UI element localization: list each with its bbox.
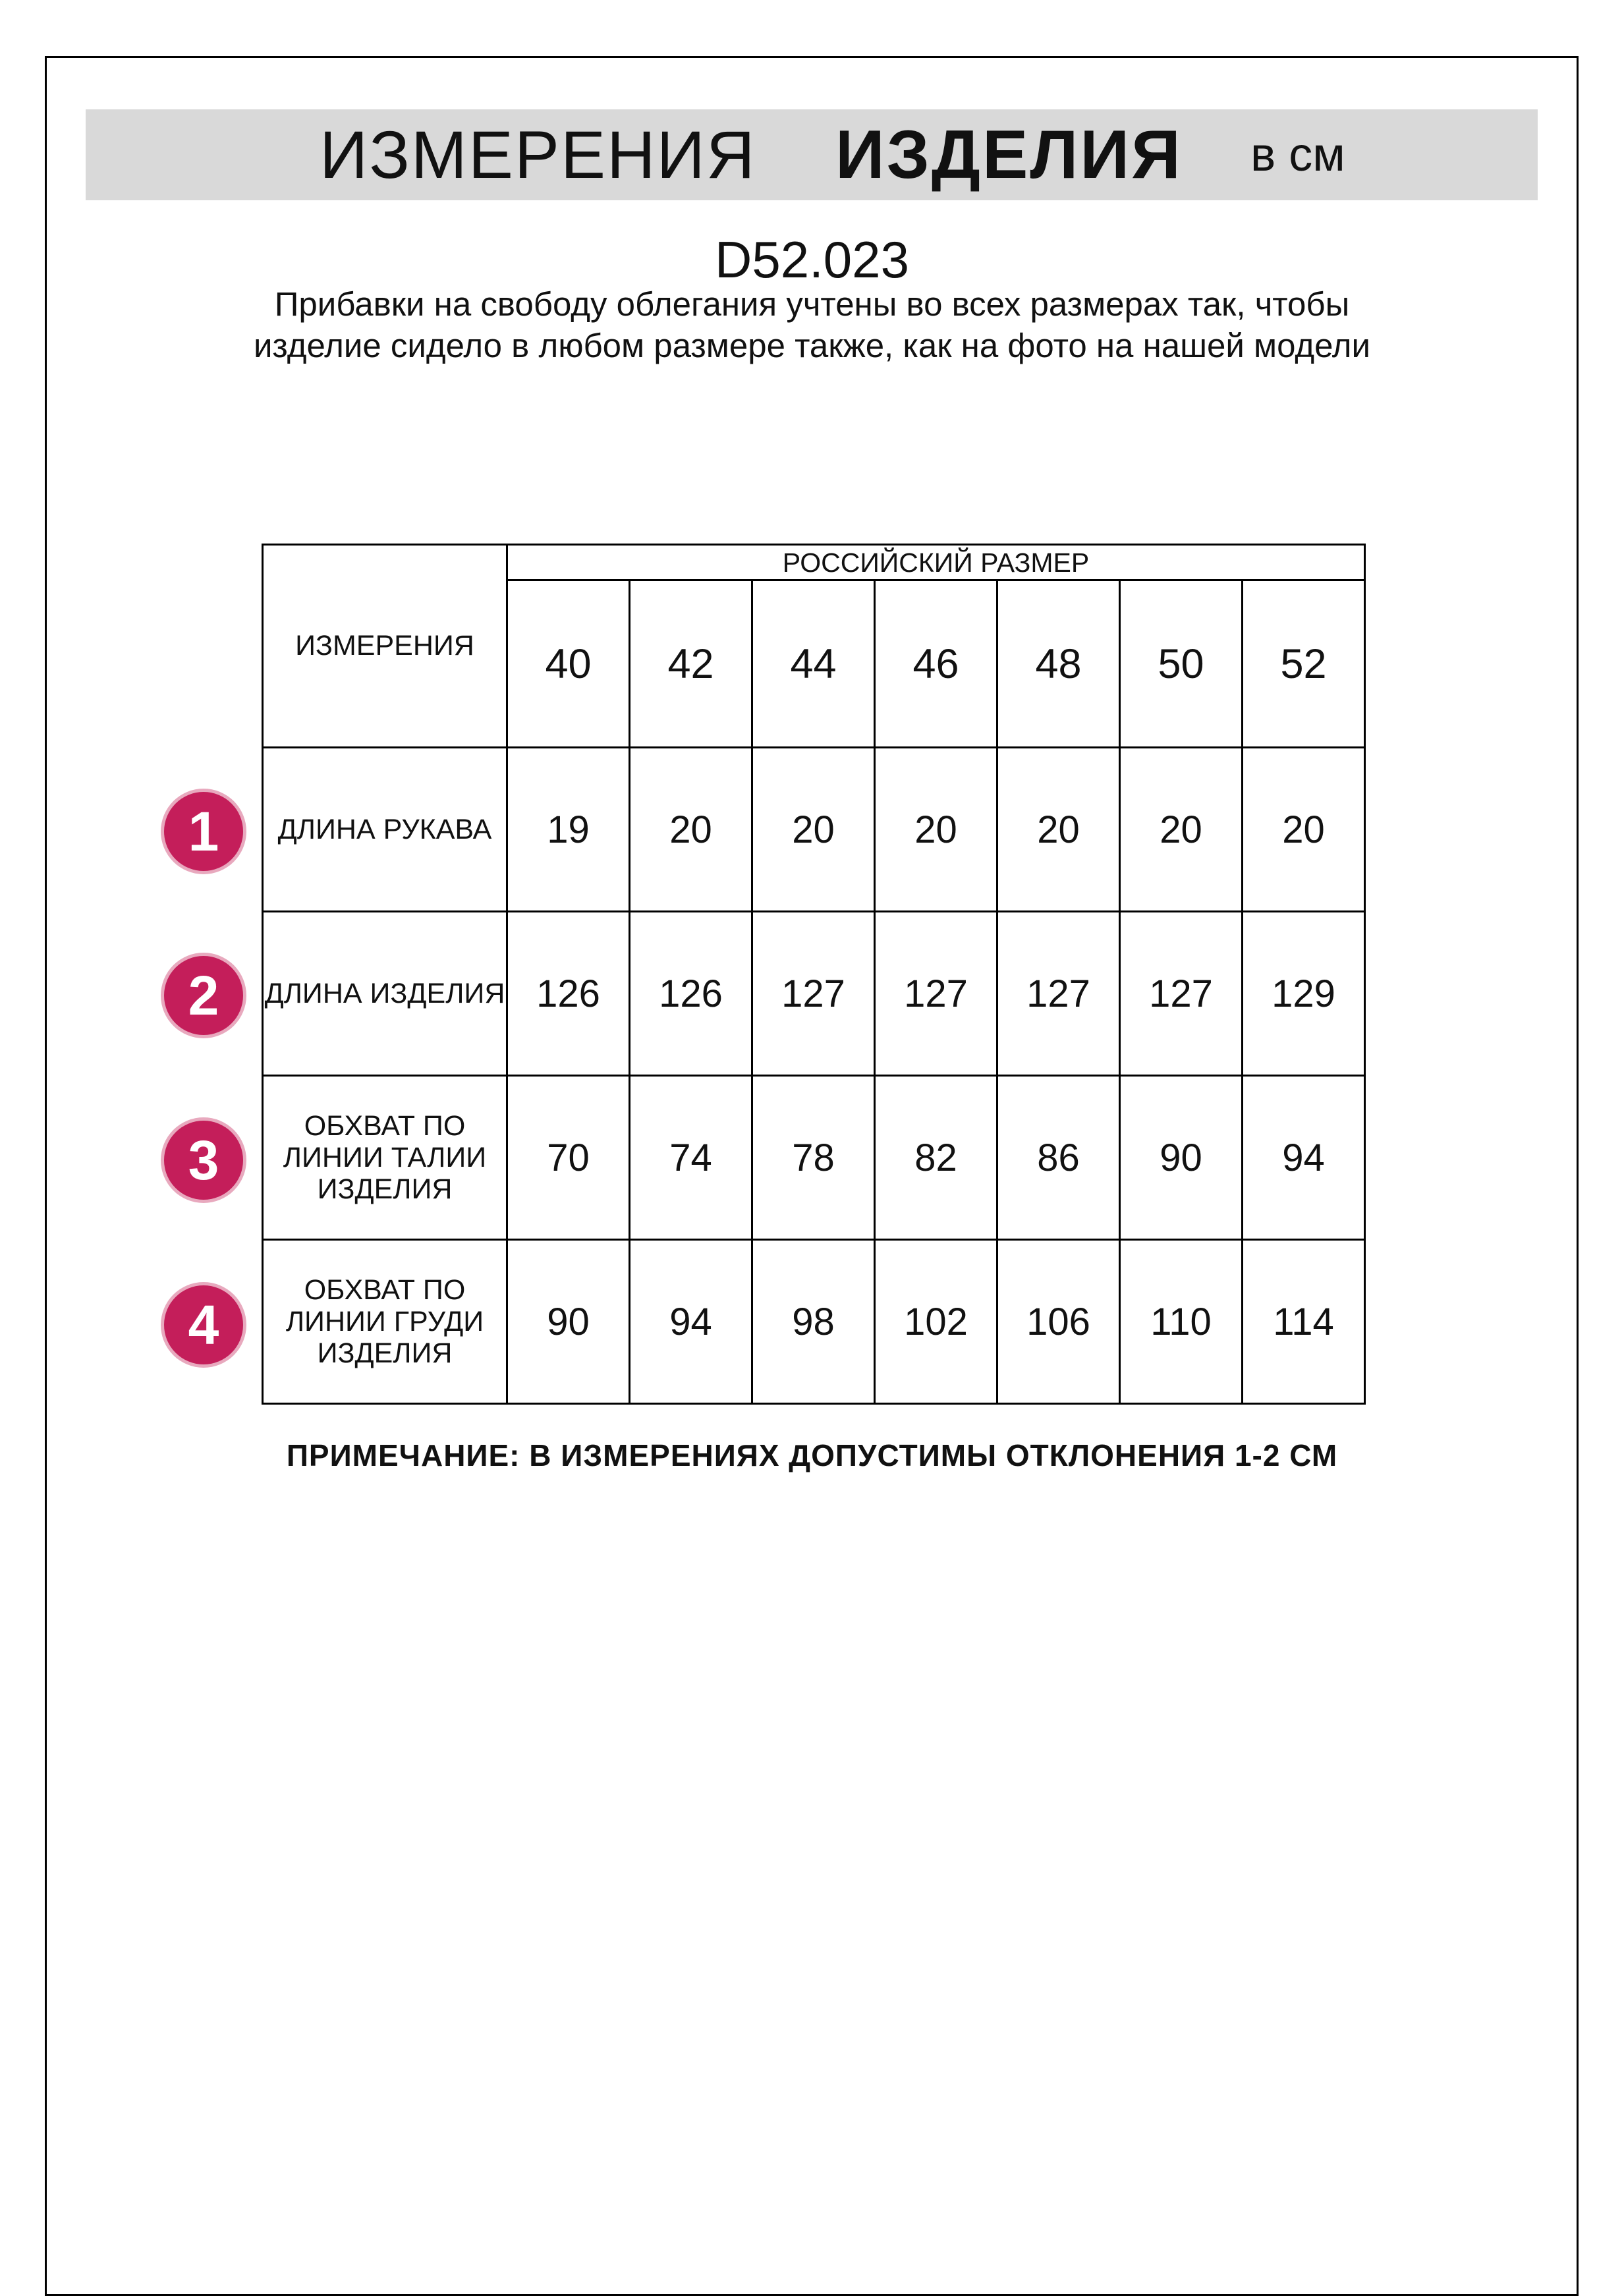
table-cell: 94 [630,1240,752,1404]
table-cell: 127 [997,912,1120,1076]
size-header: 52 [1243,580,1365,748]
table-cell: 90 [507,1240,630,1404]
size-header: 50 [1120,580,1243,748]
size-header: 46 [875,580,997,748]
article-number: D52.023 [715,231,909,289]
table-cell: 70 [507,1076,630,1240]
table-cell: 20 [1243,748,1365,912]
row-label: ОБХВАТ ПО ЛИНИИ ГРУДИ ИЗДЕЛИЯ [263,1240,507,1404]
size-header: 48 [997,580,1120,748]
size-header: 40 [507,580,630,748]
table-cell: 20 [1120,748,1243,912]
table-cell: 127 [875,912,997,1076]
row-label: ОБХВАТ ПО ЛИНИИ ТАЛИИ ИЗДЕЛИЯ [263,1076,507,1240]
table-cell: 126 [507,912,630,1076]
table-cell: 20 [752,748,875,912]
table-header-row [263,545,1365,580]
table-cell: 82 [875,1076,997,1240]
russian-size-header: РОССИЙСКИЙ РАЗМЕР [507,545,1365,580]
size-chart-table [262,544,1366,1405]
page-title-unit: в см [1250,128,1345,181]
table-cell: 20 [997,748,1120,912]
table-cell: 129 [1243,912,1365,1076]
table-cell: 90 [1120,1076,1243,1240]
table-row-chest-girth [263,1240,1365,1404]
number-badge-1-icon: 1 [164,792,243,871]
table-cell: 98 [752,1240,875,1404]
number-badge-3-icon: 3 [164,1121,243,1200]
table-cell: 110 [1120,1240,1243,1404]
size-header: 44 [752,580,875,748]
size-header: 42 [630,580,752,748]
table-cell: 20 [875,748,997,912]
page-title-measurements: ИЗМЕРЕНИЯ [320,117,756,192]
measurement-column-header: ИЗМЕРЕНИЯ [263,545,507,748]
table-row-waist-girth [263,1076,1365,1240]
number-badge-4-icon: 4 [164,1285,243,1364]
table-cell: 78 [752,1076,875,1240]
row-label: ДЛИНА РУКАВА [263,748,507,912]
table-row-sleeve-length [263,748,1365,912]
page-title-product: ИЗДЕЛИЯ [835,117,1183,193]
table-row-product-length [263,912,1365,1076]
row-label: ДЛИНА ИЗДЕЛИЯ [263,912,507,1076]
tolerance-note: ПРИМЕЧАНИЕ: В ИЗМЕРЕНИЯХ ДОПУСТИМЫ ОТКЛОНЕНИЯ 1-2 СМ [286,1438,1338,1472]
table-cell: 106 [997,1240,1120,1404]
number-badge-2-icon: 2 [164,956,243,1035]
table-cell: 114 [1243,1240,1365,1404]
table-cell: 19 [507,748,630,912]
fit-description: Прибавки на свободу облегания учтены во всех размерах так, чтобы изделие сидело в любом размере также, как на фото на нашей модели [253,285,1371,364]
table-cell: 126 [630,912,752,1076]
table-cell: 20 [630,748,752,912]
table-cell: 127 [752,912,875,1076]
table-cell: 74 [630,1076,752,1240]
table-cell: 94 [1243,1076,1365,1240]
table-cell: 86 [997,1076,1120,1240]
table-cell: 102 [875,1240,997,1404]
table-cell: 127 [1120,912,1243,1076]
